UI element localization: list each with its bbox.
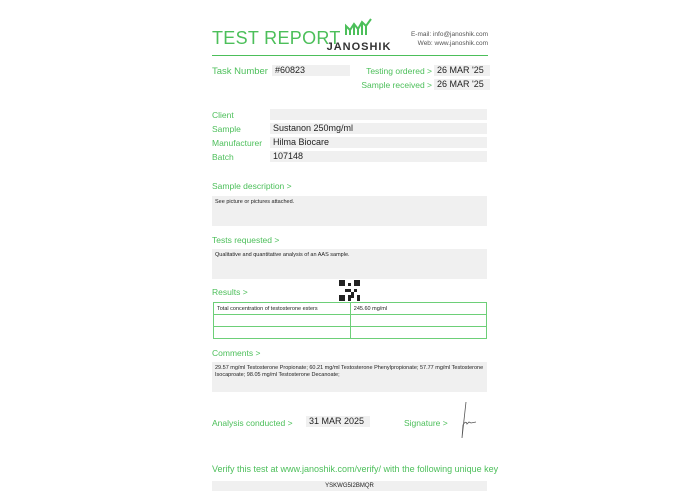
client-value — [270, 109, 487, 120]
qr-code-icon — [339, 280, 360, 301]
result-value — [350, 315, 486, 327]
logo-text-accent: SHIK — [361, 41, 392, 53]
manufacturer-label: Manufacturer — [212, 138, 263, 148]
result-value: 245.60 mg/ml — [350, 303, 486, 315]
table-row — [214, 327, 487, 339]
batch-value: 107148 — [270, 151, 487, 162]
comments-text: 29.57 mg/ml Testosterone Propionate; 60.21 mg/ml Testosterone Phenylpropionate; 57.77 mg/ml Testosterone Isocaproate; 98.05 mg/ml Testosterone Decanoate; — [212, 362, 487, 392]
sample-received-value: 26 MAR '25 — [434, 79, 490, 90]
client-label: Client — [212, 110, 234, 120]
task-number-label: Task Number — [212, 66, 268, 77]
table-row — [214, 303, 487, 315]
results-label: Results > — [212, 287, 248, 297]
tests-requested-label: Tests requested > — [212, 235, 280, 245]
sample-received-label: Sample received > — [361, 80, 432, 90]
contact-info — [411, 30, 488, 48]
analysis-conducted-label: Analysis conducted > — [212, 418, 293, 428]
logo — [326, 18, 392, 53]
testing-ordered-label: Testing ordered > — [366, 66, 432, 76]
sample-description-label: Sample description > — [212, 181, 292, 191]
sample-value: Sustanon 250mg/ml — [270, 123, 487, 134]
sample-label: Sample — [212, 124, 241, 134]
signature-label: Signature > — [404, 418, 448, 428]
email: E-mail: info@janoshik.com — [410, 31, 488, 38]
report-title: TEST REPORT — [212, 28, 341, 48]
tests-requested-text: Qualitative and quantitative analysis of an AAS sample. — [212, 249, 487, 279]
result-test — [214, 327, 351, 339]
analysis-conducted-value: 31 MAR 2025 — [306, 416, 370, 427]
batch-label: Batch — [212, 152, 234, 162]
result-value — [350, 327, 486, 339]
sample-description-text: See picture or pictures attached. — [212, 196, 487, 226]
task-number-value: #60823 — [272, 65, 350, 76]
logo-icon — [344, 18, 374, 36]
results-table — [213, 302, 487, 339]
result-test: Total concentration of testosterone esters — [214, 303, 351, 315]
unique-key: YSKWG5I2BMQR — [212, 481, 487, 491]
verify-text: Verify this test at www.janoshik.com/verify/ with the following unique key — [212, 464, 499, 474]
comments-label: Comments > — [212, 348, 261, 358]
divider — [212, 55, 488, 56]
web: Web: www.janoshik.com — [417, 40, 488, 47]
signature-icon — [454, 400, 484, 445]
table-row — [214, 315, 487, 327]
logo-text: JANO — [326, 41, 362, 53]
result-test — [214, 315, 351, 327]
testing-ordered-value: 26 MAR '25 — [434, 65, 490, 76]
manufacturer-value: Hilma Biocare — [270, 137, 487, 148]
